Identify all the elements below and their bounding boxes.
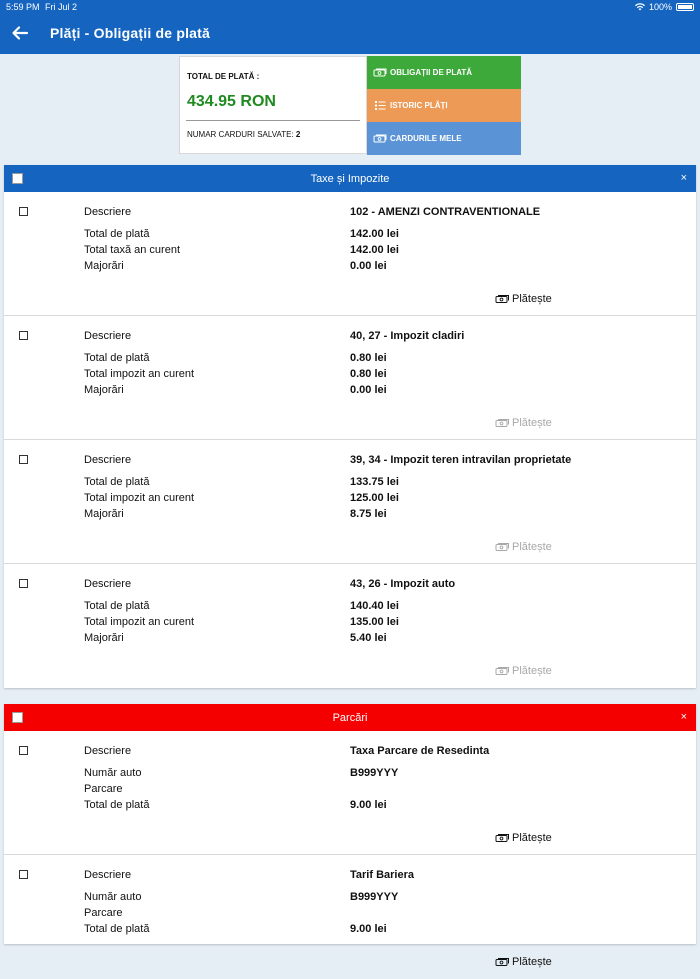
- summary-divider: [186, 120, 360, 121]
- item-checkbox[interactable]: [19, 579, 28, 588]
- payment-item: [4, 192, 696, 316]
- item-field-label: Total de plată: [84, 799, 150, 811]
- item-field-value: 0.80 lei: [350, 352, 387, 364]
- item-field-value: Tarif Bariera: [350, 869, 414, 881]
- item-field-value: 125.00 lei: [350, 492, 399, 504]
- battery-percent: 100%: [648, 2, 672, 12]
- pay-label: Plătește: [512, 665, 552, 677]
- item-field-label: Total de plată: [84, 352, 150, 364]
- parking-list: [4, 731, 696, 979]
- item-field-value: B999YYY: [350, 891, 399, 903]
- select-all-parking-checkbox[interactable]: [12, 712, 23, 723]
- app-bar: [0, 14, 700, 54]
- saved-cards-value: 2: [295, 130, 301, 139]
- item-field-label: Total impozit an curent: [84, 616, 195, 628]
- pay-label: Plătește: [512, 541, 552, 553]
- item-field-label: Total impozit an curent: [84, 492, 195, 504]
- money-icon: [373, 133, 387, 144]
- parking-section: [4, 704, 696, 968]
- item-field-label: Parcare: [84, 783, 123, 795]
- item-field-label: Descriere: [84, 206, 132, 218]
- close-parking-icon[interactable]: ×: [680, 711, 687, 723]
- item-field-value: Taxa Parcare de Resedinta: [350, 745, 490, 757]
- item-checkbox[interactable]: [19, 331, 28, 340]
- pay-button[interactable]: [495, 541, 552, 553]
- taxes-section: [4, 165, 696, 688]
- item-field-label: Majorări: [84, 260, 124, 272]
- payment-item: [4, 564, 696, 688]
- payment-item: [4, 855, 696, 979]
- money-icon: [495, 417, 510, 429]
- item-field-label: Total de plată: [84, 923, 150, 935]
- item-checkbox[interactable]: [19, 207, 28, 216]
- item-field-label: Parcare: [84, 907, 123, 919]
- status-right: [635, 2, 694, 12]
- item-field-value: 0.00 lei: [350, 260, 387, 272]
- status-date: Fri Jul 2: [45, 2, 78, 12]
- pay-button[interactable]: [495, 293, 552, 305]
- status-bar: [0, 0, 700, 14]
- pay-label: Plătește: [512, 832, 552, 844]
- money-icon: [495, 541, 510, 553]
- item-field-label: Total impozit an curent: [84, 368, 195, 380]
- history-button[interactable]: [367, 89, 521, 122]
- item-field-label: Descriere: [84, 578, 132, 590]
- total-amount: 434.95 RON: [187, 93, 276, 110]
- payment-item: [4, 440, 696, 564]
- item-field-value: 9.00 lei: [350, 799, 387, 811]
- item-field-value: 9.00 lei: [350, 923, 387, 935]
- item-field-label: Descriere: [84, 330, 132, 342]
- taxes-section-title: Taxe și Impozite: [310, 172, 390, 185]
- obligations-button[interactable]: [367, 56, 521, 89]
- pay-label: Plătește: [512, 956, 552, 968]
- item-checkbox[interactable]: [19, 870, 28, 879]
- status-time: 5:59 PM: [6, 2, 40, 12]
- pay-button[interactable]: [495, 417, 552, 429]
- pay-label: Plătește: [512, 293, 552, 305]
- money-icon: [495, 832, 510, 844]
- item-field-value: 135.00 lei: [350, 616, 399, 628]
- money-icon: [495, 293, 510, 305]
- item-field-value: 102 - AMENZI CONTRAVENTIONALE: [350, 206, 541, 218]
- payment-item: [4, 731, 696, 855]
- money-icon: [495, 956, 510, 968]
- wifi-icon: [635, 3, 645, 11]
- item-field-value: 39, 34 - Impozit teren intravilan proprietate: [350, 454, 572, 466]
- pay-button[interactable]: [495, 665, 552, 677]
- page-title: Plăți - Obligații de plată: [50, 25, 210, 41]
- item-field-label: Număr auto: [84, 767, 142, 779]
- item-field-value: 133.75 lei: [350, 476, 399, 488]
- item-field-value: 140.40 lei: [350, 600, 399, 612]
- item-field-label: Majorări: [84, 384, 124, 396]
- close-taxes-icon[interactable]: ×: [680, 172, 687, 184]
- item-field-label: Total taxă an curent: [84, 244, 181, 256]
- item-field-value: 8.75 lei: [350, 508, 387, 520]
- select-all-taxes-checkbox[interactable]: [12, 173, 23, 184]
- parking-section-title: Parcări: [332, 711, 368, 724]
- item-field-label: Descriere: [84, 454, 132, 466]
- item-field-value: 43, 26 - Impozit auto: [350, 578, 456, 590]
- item-checkbox[interactable]: [19, 455, 28, 464]
- payment-item: [4, 316, 696, 440]
- item-field-value: 5.40 lei: [350, 632, 387, 644]
- money-icon: [373, 67, 387, 78]
- item-field-value: 0.80 lei: [350, 368, 387, 380]
- battery-icon: [676, 3, 694, 11]
- my-cards-button[interactable]: [367, 122, 521, 155]
- item-checkbox[interactable]: [19, 746, 28, 755]
- saved-cards-label: NUMAR CARDURI SALVATE:: [187, 130, 294, 139]
- obligations-label: OBLIGAȚII DE PLATĂ: [390, 68, 473, 77]
- total-label: TOTAL DE PLATĂ :: [187, 72, 260, 81]
- taxes-section-header: [4, 165, 696, 192]
- saved-cards-count: [187, 130, 300, 139]
- money-icon: [495, 665, 510, 677]
- item-field-label: Descriere: [84, 745, 132, 757]
- item-field-value: 0.00 lei: [350, 384, 387, 396]
- back-arrow-icon[interactable]: [10, 23, 30, 43]
- list-icon: [373, 100, 387, 111]
- item-field-value: 142.00 lei: [350, 228, 399, 240]
- payment-summary-card: [179, 56, 367, 154]
- item-field-value: 142.00 lei: [350, 244, 399, 256]
- item-field-label: Total de plată: [84, 600, 150, 612]
- pay-button[interactable]: [495, 832, 552, 844]
- item-field-label: Total de plată: [84, 228, 150, 240]
- taxes-list: [4, 192, 696, 688]
- parking-section-header: [4, 704, 696, 731]
- my-cards-label: CARDURILE MELE: [390, 134, 462, 143]
- item-field-value: B999YYY: [350, 767, 399, 779]
- pay-label: Plătește: [512, 417, 552, 429]
- item-field-label: Număr auto: [84, 891, 142, 903]
- history-label: ISTORIC PLĂȚI: [390, 101, 448, 110]
- item-field-value: 40, 27 - Impozit cladiri: [350, 330, 465, 342]
- item-field-label: Majorări: [84, 632, 124, 644]
- item-field-label: Descriere: [84, 869, 132, 881]
- item-field-label: Total de plată: [84, 476, 150, 488]
- item-field-label: Majorări: [84, 508, 124, 520]
- pay-button[interactable]: [495, 956, 552, 968]
